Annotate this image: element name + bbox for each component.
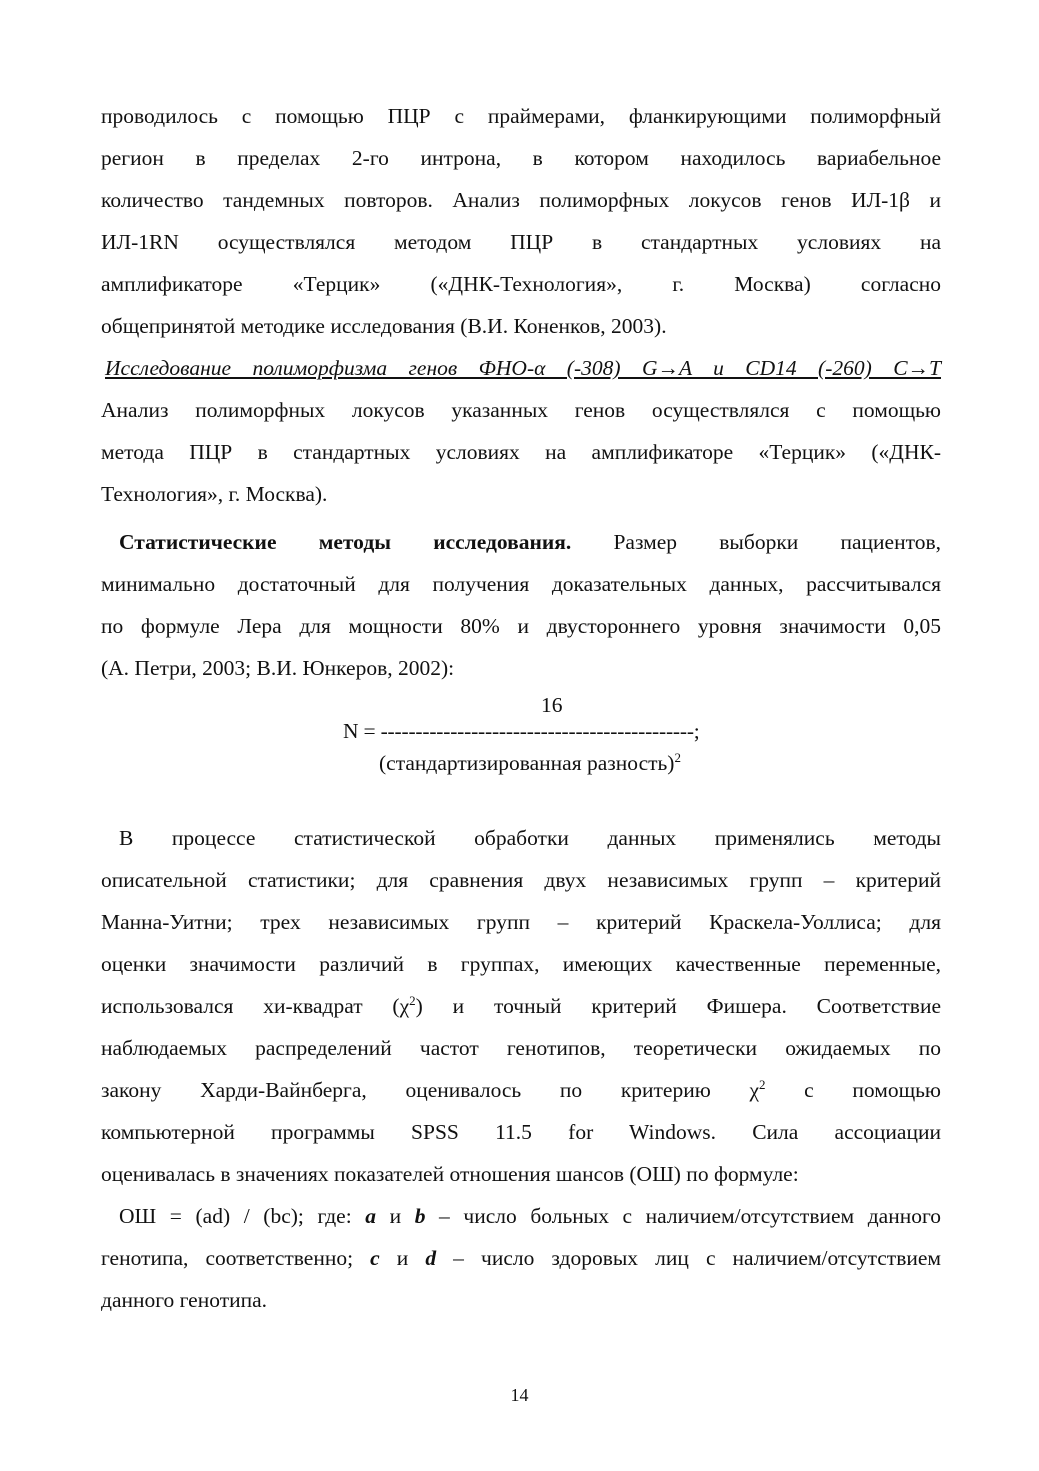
text-line: Манна-Уитни; трех независимых групп – критерий Краскела-Уоллиса; для bbox=[101, 910, 941, 934]
text-line: оценки значимости различий в группах, имеющих качественные переменные, bbox=[101, 952, 941, 976]
text-line: проводилось с помощью ПЦР с праймерами, фланкирующими полиморфный bbox=[101, 104, 941, 128]
text-span: закону Харди-Вайнберга, оценивалось по критерию χ bbox=[101, 1078, 759, 1102]
paragraph-statistics bbox=[101, 521, 941, 689]
text-line: описательной статистики; для сравнения двух независимых групп – критерий bbox=[101, 868, 941, 892]
text-line bbox=[101, 985, 941, 1027]
text-line: метода ПЦР в стандартных условиях на амплификаторе «Терцик» («ДНК- bbox=[101, 440, 941, 464]
text-span: с помощью bbox=[765, 1078, 941, 1102]
var-b: b bbox=[414, 1204, 426, 1228]
text-line: общепринятой методике исследования (В.И. Коненков, 2003). bbox=[101, 314, 667, 338]
paragraph-odds-ratio bbox=[101, 1195, 941, 1321]
chi-square-exponent: 2 bbox=[409, 992, 416, 1008]
text-span: – число здоровых лиц с наличием/отсутствием bbox=[436, 1246, 942, 1270]
text-line bbox=[101, 1069, 941, 1111]
text-line bbox=[101, 1195, 941, 1237]
text-line: Анализ полиморфных локусов указанных генов осуществлялся с помощью bbox=[101, 398, 941, 422]
chi-square-exponent: 2 bbox=[758, 1076, 766, 1092]
text-line bbox=[101, 1237, 941, 1279]
text-line: данного генотипа. bbox=[101, 1288, 268, 1312]
text-line: амплификаторе «Терцик» («ДНК-Технология», г. Москва) согласно bbox=[101, 272, 941, 296]
text-line: минимально достаточный для получения доказательных данных, рассчитывался bbox=[101, 572, 941, 596]
text-line: компьютерной программы SPSS 11.5 for Windows. Сила ассоциации bbox=[101, 1120, 941, 1144]
document-page bbox=[101, 95, 941, 1321]
subheading-polymorphism: Исследование полиморфизма генов ФНО-α (-308) G→A и CD14 (-260) C→T bbox=[105, 356, 941, 380]
page-number: 14 bbox=[510, 1385, 529, 1405]
text-span: ОШ = (ad) / (bc); где: bbox=[119, 1204, 366, 1228]
formula-fraction-line: N = ---------------------------------------------; bbox=[343, 719, 700, 743]
lehr-formula bbox=[101, 689, 941, 817]
denominator-exponent: 2 bbox=[674, 749, 681, 765]
denominator-text: (стандартизированная разность) bbox=[379, 751, 675, 775]
text-line: ИЛ-1RN осуществлялся методом ПЦР в стандартных условиях на bbox=[101, 230, 941, 254]
text-span: Размер выборки пациентов, bbox=[571, 530, 941, 554]
text-span: использовался хи-квадрат (χ bbox=[101, 994, 410, 1018]
text-line: (А. Петри, 2003; В.И. Юнкеров, 2002): bbox=[101, 656, 455, 680]
text-line: регион в пределах 2-го интрона, в котором находилось вариабельное bbox=[101, 146, 941, 170]
text-line: Технология», г. Москва). bbox=[101, 482, 328, 506]
text-span: и bbox=[379, 1246, 426, 1270]
text-span: и bbox=[376, 1204, 415, 1228]
paragraph-analysis bbox=[101, 389, 941, 515]
text-span: генотипа, соответственно; bbox=[101, 1246, 371, 1270]
var-d: d bbox=[425, 1246, 437, 1270]
formula-numerator: 16 bbox=[541, 693, 563, 717]
text-span: ) и точный критерий Фишера. Соответствие bbox=[415, 994, 941, 1018]
text-line: количество тандемных повторов. Анализ полиморфных локусов генов ИЛ-1β и bbox=[101, 188, 941, 212]
text-line: по формуле Лера для мощности 80% и двустороннего уровня значимости 0,05 bbox=[101, 614, 941, 638]
paragraph-pcr-method bbox=[101, 95, 941, 347]
formula-denominator bbox=[379, 751, 681, 776]
paragraph-stat-methods bbox=[101, 817, 941, 1195]
text-line: наблюдаемых распределений частот генотипов, теоретически ожидаемых по bbox=[101, 1036, 941, 1060]
var-a: a bbox=[365, 1204, 377, 1228]
var-c: c bbox=[370, 1246, 380, 1270]
text-span: – число больных с наличием/отсутствием данного bbox=[425, 1204, 941, 1228]
text-line: оценивалась в значениях показателей отношения шансов (ОШ) по формуле: bbox=[101, 1162, 799, 1186]
text-line: В процессе статистической обработки данных применялись методы bbox=[119, 826, 941, 850]
text-line bbox=[101, 521, 941, 563]
section-heading-statistics: Статистические методы исследования. bbox=[119, 530, 572, 554]
